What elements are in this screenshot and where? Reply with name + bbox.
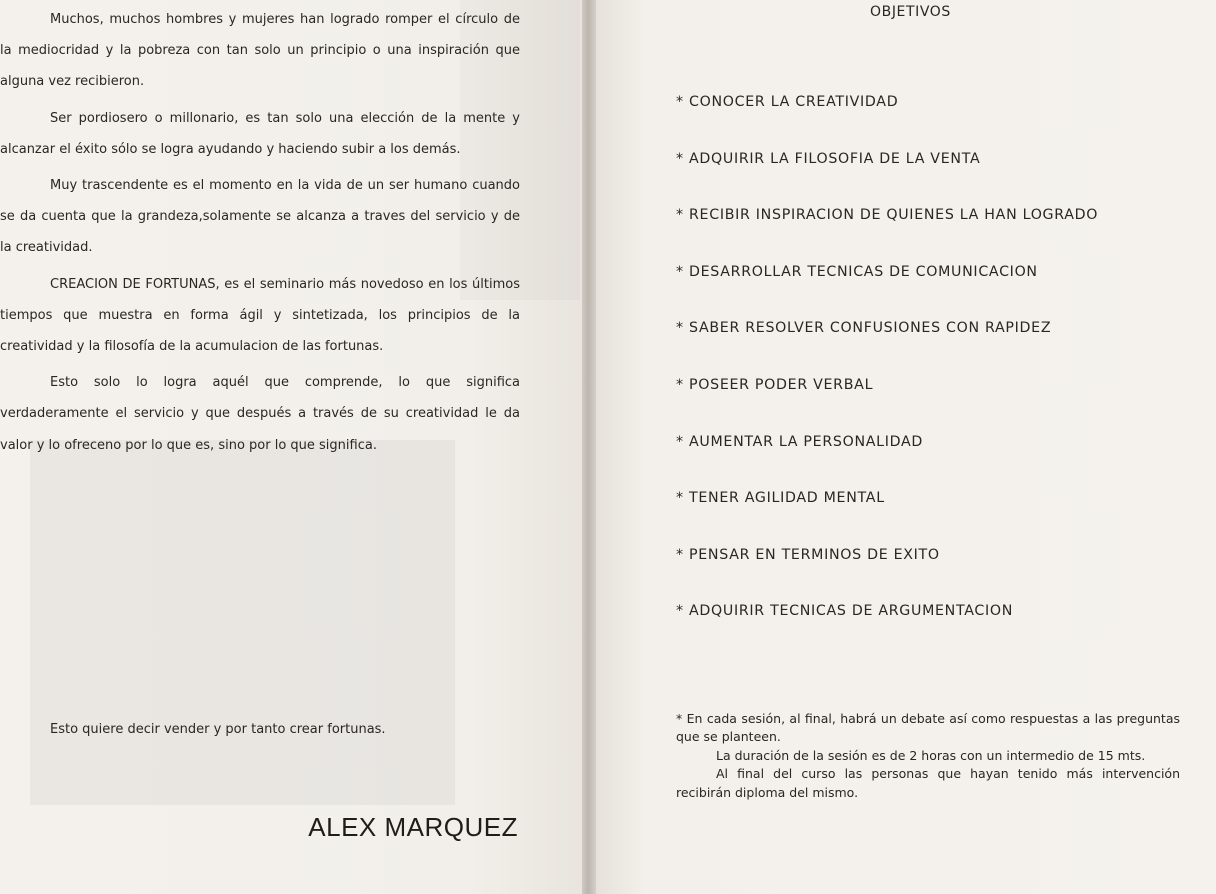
paragraph: Muchos, muchos hombres y mujeres han logrado romper el círculo de la mediocridad y la pobreza con tan solo un principio o una inspiración que alguna vez recibieron. xyxy=(0,12,520,90)
book-gutter xyxy=(582,0,596,894)
objectives-title: OBJETIVOS xyxy=(870,4,951,20)
closing-line: Esto quiere decir vender y por tanto crear fortunas. xyxy=(50,722,386,737)
objective-item: * DESARROLLAR TECNICAS DE COMUNICACION xyxy=(676,263,1038,280)
session-notes xyxy=(676,710,1180,802)
note-duration: La duración de la sesión es de 2 horas con un intermedio de 15 mts. xyxy=(716,747,1146,763)
paragraph: Esto solo lo logra aquél que comprende, lo que significa verdaderamente el servicio y que después a través de su creatividad le da valor y lo ofreceno por lo que es, sino por lo que significa. xyxy=(0,375,520,453)
note-debate: * En cada sesión, al final, habrá un debate así como respuestas a las preguntas que se planteen. xyxy=(676,711,1180,745)
author-signature: ALEX MARQUEZ xyxy=(308,812,518,842)
objective-item: * SABER RESOLVER CONFUSIONES CON RAPIDEZ xyxy=(676,320,1052,337)
objectives-list xyxy=(676,94,1206,660)
left-page xyxy=(0,0,582,894)
objective-item: * TENER AGILIDAD MENTAL xyxy=(676,490,885,507)
objective-item: * RECIBIR INSPIRACION DE QUIENES LA HAN LOGRADO xyxy=(676,207,1099,224)
paragraph: Ser pordiosero o millonario, es tan solo una elección de la mente y alcanzar el éxito sólo se logra ayudando y haciendo subir a los demás. xyxy=(0,110,520,157)
objective-item: * AUMENTAR LA PERSONALIDAD xyxy=(676,433,924,450)
objective-item: * PENSAR EN TERMINOS DE EXITO xyxy=(676,546,940,563)
objective-item: * ADQUIRIR LA FILOSOFIA DE LA VENTA xyxy=(676,150,981,167)
note-diploma: Al final del curso las personas que hayan tenido más intervención recibirán diploma del mismo. xyxy=(676,766,1180,800)
paragraph: CREACION DE FORTUNAS, es el seminario más novedoso en los últimos tiempos que muestra en forma ágil y sintetizada, los principios de la creatividad y la filosofía de la acumulacion de las fortunas. xyxy=(0,276,520,355)
show-through-shadow xyxy=(30,440,455,805)
introduction-text xyxy=(0,4,520,737)
objective-item: * ADQUIRIR TECNICAS DE ARGUMENTACION xyxy=(676,603,1014,620)
objective-item: * POSEER PODER VERBAL xyxy=(676,376,874,393)
objective-item: * CONOCER LA CREATIVIDAD xyxy=(676,94,899,110)
paragraph: Muy trascendente es el momento en la vida de un ser humano cuando se da cuenta que la grandeza,solamente se alcanza a traves del servicio y de la creatividad. xyxy=(0,178,520,256)
